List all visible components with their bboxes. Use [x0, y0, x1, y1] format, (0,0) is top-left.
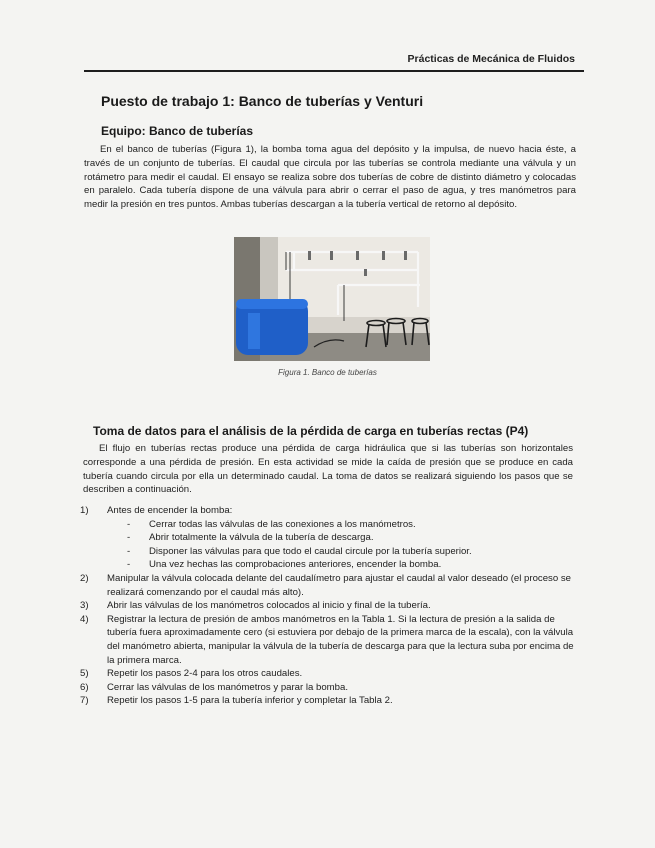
list-item [127, 518, 578, 532]
list-item [127, 558, 578, 572]
figure-caption: Figura 1. Banco de tuberías [278, 368, 377, 377]
intro-paragraph: En el banco de tuberías (Figura 1), la bomba toma agua del depósito y la impulsa, de nuevo hacia éste, a través de un conjunto de tuberías. El caudal que circula por las tuberías se controla mediante una válvula y un rotámetro para medir el caudal. El ensayo se realiza sobre dos tuberías de cobre de distinto diámetro y colocadas en paralelo. Cada tubería dispone de una válvula para abrir o cerrar el paso de agua, y tres manómetros para medir la presión en tres puntos. Ambas tuberías descargan a la tubería vertical de retorno al depósito. [84, 144, 576, 211]
equipment-title: Equipo: Banco de tuberías [101, 124, 254, 138]
step-text: Repetir los pasos 2-4 para los otros caudales. [107, 668, 303, 680]
step-text: Abrir las válvulas de los manómetros colocados al inicio y final de la tubería. [107, 600, 431, 612]
step-number: 3) [80, 600, 89, 612]
header-title: Prácticas de Mecánica de Fluidos [407, 53, 575, 65]
step-number: 2) [80, 572, 89, 584]
list-item [78, 572, 578, 599]
header-rule [84, 70, 584, 72]
step-number: 6) [80, 681, 89, 693]
substep-text: Abrir totalmente la válvula de la tubería de descarga. [149, 532, 374, 544]
step-text: Registrar la lectura de presión de ambos manómetros en la Tabla 1. Si la lectura de presión a la salida de tubería fuera aproximadamente cero (si estuviera por debajo de la primera marca de la escala), con la válvula del manómetro abierta, manipular la válvula de la tubería de descarga para que la lectura suba por encima de la primera marca. [107, 613, 574, 666]
figure-photo [234, 237, 430, 361]
data-section-intro: El flujo en tuberías rectas produce una pérdida de carga hidráulica que si las tuberías son horizontales corresponde a una pérdida de presión. En esta actividad se mide la caída de presión que se produce en cada tubería cuando circula por ella un determinado caudal. La toma de datos se realizará siguiendo los pasos que se describen a continuación. [83, 443, 573, 496]
substep-text: Disponer las válvulas para que todo el caudal circule por la tubería superior. [149, 545, 472, 557]
data-section-title: Toma de datos para el análisis de la pérdida de carga en tuberías rectas (P4) [93, 424, 529, 438]
list-item [78, 681, 578, 695]
bullet-dash: - [127, 559, 131, 571]
list-item [78, 667, 578, 681]
list-item [78, 613, 578, 667]
step-text: Manipular la válvula colocada delante del caudalímetro para ajustar el caudal al valor deseado (el proceso se realizará comenzando por el caudal más alto). [107, 572, 571, 598]
step-number: 4) [80, 613, 89, 625]
step-text: Antes de encender la bomba: [107, 505, 233, 516]
step-number: 1) [80, 505, 89, 516]
substep-text: Una vez hechas las comprobaciones anteriores, encender la bomba. [149, 559, 442, 571]
step-number: 5) [80, 668, 89, 680]
step-text: Cerrar las válvulas de los manómetros y parar la bomba. [107, 681, 349, 693]
list-item [127, 545, 578, 559]
list-item [127, 531, 578, 545]
list-item [78, 504, 578, 518]
bullet-dash: - [127, 545, 131, 557]
section-title: Puesto de trabajo 1: Banco de tuberías y Venturi [101, 93, 424, 109]
bullet-dash: - [127, 532, 131, 544]
step-number: 7) [80, 695, 89, 707]
list-item [78, 599, 578, 613]
step-text: Repetir los pasos 1-5 para la tubería inferior y completar la Tabla 2. [107, 695, 393, 707]
steps-list [78, 504, 578, 708]
bullet-dash: - [127, 518, 131, 530]
substep-text: Cerrar todas las válvulas de las conexiones a los manómetros. [149, 518, 416, 530]
list-item [78, 694, 578, 708]
